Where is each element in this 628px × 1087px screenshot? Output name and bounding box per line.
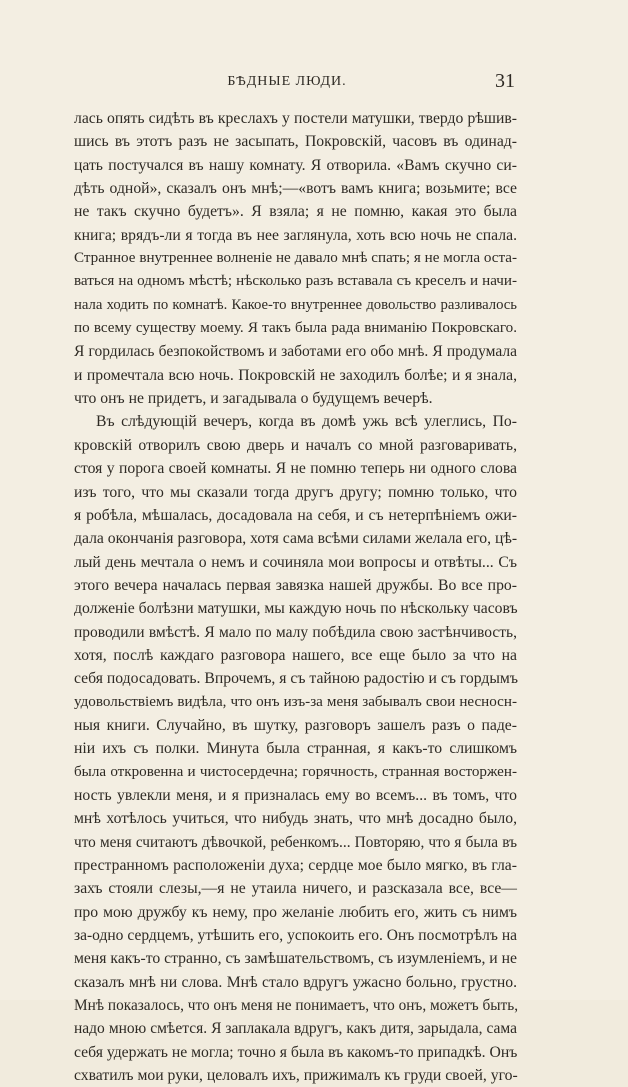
- text-line: удовольствіемъ видѣла, что онъ изъ-за меня забывалъ свои несносн-: [74, 693, 517, 710]
- text-line: нала ходить по комнатѣ. Какое-то внутреннее довольство разливалось: [74, 296, 517, 313]
- text-line: изъ того, что мы сказали тогда другъ другу; помню только, что: [74, 483, 517, 501]
- page-number: 31: [495, 70, 515, 92]
- text-line: цать постучался въ нашу комнату. Я отворила. «Вамъ скучно си-: [74, 156, 517, 174]
- text-line: что меня считаютъ дѣвочкой, ребенкомъ... Повторяю, что я была въ: [74, 833, 517, 851]
- text-line: не такъ скучно будетъ». Я взяла; я не помню, какая это была: [74, 203, 517, 221]
- text-line: ность увлекли меня, и я призналась ему во всемъ... въ томъ, что: [74, 786, 517, 804]
- text-line: этого вечера началась первая завязка нашей дружбы. Во все про-: [74, 576, 517, 594]
- text-line: Странное внутреннее волненіе не давало мнѣ спать; я не могла оста-: [74, 250, 517, 267]
- text-line: дѣть одной», сказалъ онъ мнѣ;—«вотъ вамъ книга; возьмите; все: [74, 180, 517, 198]
- text-line: Въ слѣдующій вечеръ, когда въ домѣ ужь всѣ улеглись, По-: [96, 413, 517, 431]
- text-line: схватилъ мои руки, целовалъ ихъ, прижималъ къ груди своей, уго-: [74, 1067, 518, 1085]
- running-title: БѢДНЫЕ ЛЮДИ.: [227, 74, 347, 89]
- text-line: была откровенна и чистосердечна; горячность, странная восторжен-: [74, 763, 517, 780]
- text-line: за-одно сердцемъ, утѣшить его, успокоить его. Онъ посмотрѣлъ на: [74, 927, 517, 945]
- text-line: Я гордилась безпокойствомъ и заботами его обо мнѣ. Я продумала: [74, 343, 517, 361]
- text-line: себя удержать не могла; точно я была въ какомъ-то припадкѣ. Онъ: [74, 1043, 518, 1061]
- text-line: кровскій отворилъ свою дверь и началъ со мной разговаривать,: [74, 436, 517, 454]
- text-line: что онъ не придетъ, и загадывала о будущемъ вечерѣ.: [74, 390, 433, 408]
- text-line: ныя книги. Случайно, въ шутку, разговоръ зашелъ разъ о паде-: [74, 716, 517, 734]
- text-line: дала окончанія разговора, хотя сама всѣми силами желала его, цѣ-: [74, 530, 518, 548]
- text-line: стоя у порога своей комнаты. Я не помню теперь ни одного слова: [74, 460, 517, 478]
- text-line: ніи ихъ съ полки. Минута была странная, я какъ-то слишкомъ: [74, 740, 517, 758]
- text-line: лый день мечтала о немъ и сочиняла мои вопросы и отвѣты... Съ: [74, 553, 517, 571]
- text-line: захъ стояли слезы,—я не утаила ничего, и разсказала все, все—: [74, 880, 517, 898]
- text-line: долженіе болѣзни матушки, мы каждую ночь по нѣскольку часовъ: [74, 600, 518, 618]
- text-line: сказалъ мнѣ ни слова. Мнѣ стало вдругъ ужасно больно, грустно.: [74, 973, 517, 991]
- text-line: и промечтала всю ночь. Покровскій не заходилъ болѣе; и я знала,: [74, 366, 517, 384]
- page-body-text: [74, 107, 517, 1087]
- text-line: меня какъ-то странно, съ замѣшательствомъ, съ изумленіемъ, и не: [74, 950, 517, 968]
- text-line: хотя, послѣ каждаго разговора нашего, все еще было за что на: [74, 646, 517, 664]
- text-line: Мнѣ показалось, что онъ меня не понимаетъ, что онъ, можетъ быть,: [74, 997, 519, 1015]
- text-line: лась опять сидѣть въ креслахъ у постели матушки, твердо рѣшив-: [74, 110, 517, 127]
- text-line: книга; врядъ-ли я тогда въ нее заглянула, хоть всю ночь не спала.: [74, 226, 517, 244]
- text-line: по всему существу моему. Я такъ была рада вниманію Покровскаго.: [74, 320, 517, 337]
- text-line: себя подосадовать. Впрочемъ, я съ тайною радостію и съ гордымъ: [74, 670, 518, 688]
- page-header: [0, 70, 628, 98]
- text-line: шись въ этотъ разъ не засыпать, Покровскій, часовъ въ одинад-: [74, 133, 517, 151]
- text-line: я робѣла, мѣшалась, досадовала на себя, и съ нетерпѣніемъ ожи-: [74, 506, 517, 524]
- text-line: проводили вмѣстѣ. Я мало по малу побѣдила свою застѣнчивость,: [74, 623, 517, 641]
- text-line: мнѣ хотѣлось учиться, что нибудь знать, что мнѣ досадно было,: [74, 810, 517, 828]
- text-line: престранномъ расположеніи духа; сердце мое было мягко, въ гла-: [74, 857, 517, 874]
- text-line: надо мною смѣется. Я заплакала вдругъ, какъ дитя, зарыдала, сама: [74, 1020, 517, 1038]
- text-line: ваться на одномъ мѣстѣ; нѣсколько разъ вставала съ креселъ и начи-: [74, 273, 517, 290]
- text-line: про мою дружбу къ нему, про желаніе любить его, жить съ нимъ: [74, 903, 517, 921]
